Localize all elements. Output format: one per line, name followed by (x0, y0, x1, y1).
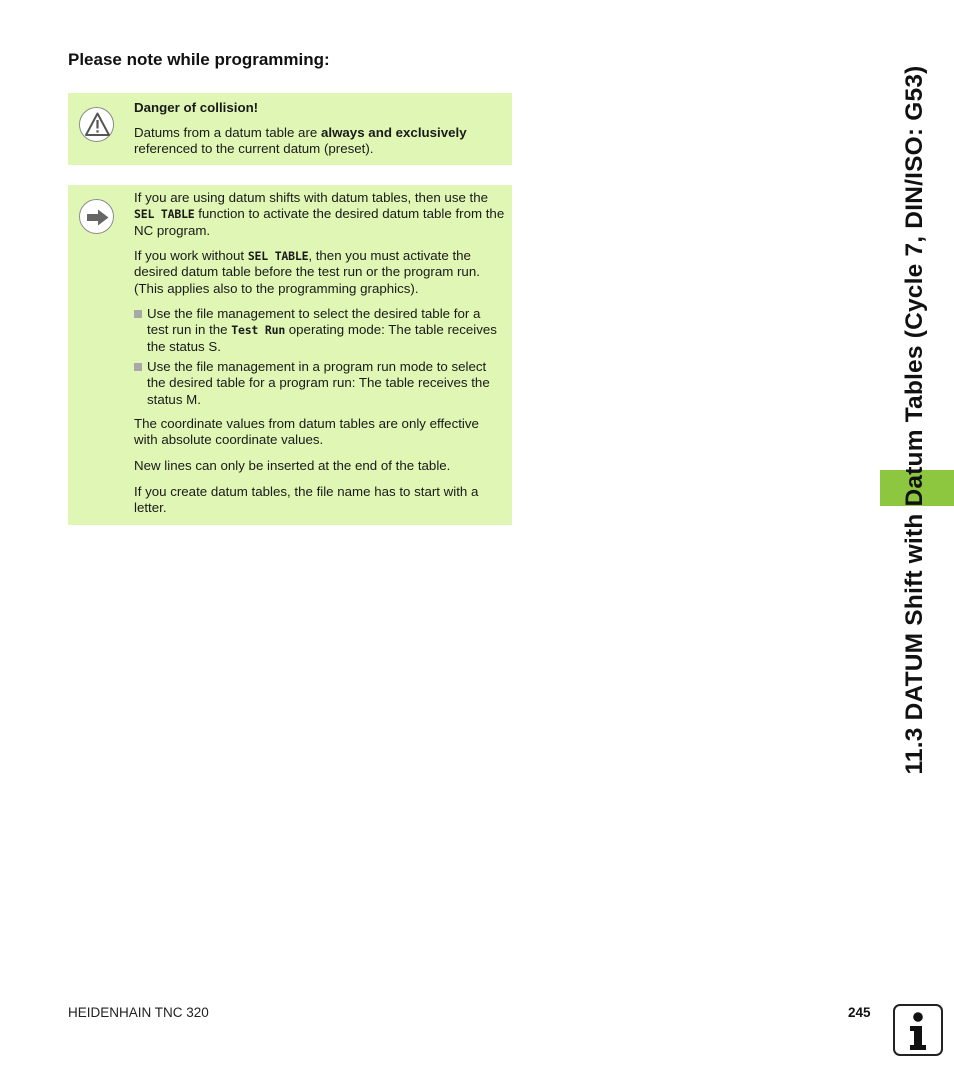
info-icon (893, 1004, 943, 1056)
page-number: 245 (848, 1005, 871, 1020)
product-name: HEIDENHAIN TNC 320 (68, 1005, 209, 1020)
code-sel-table: SEL TABLE (247, 249, 309, 263)
code-test-run: Test Run (231, 323, 286, 338)
paragraph-4: New lines can only be inserted at the end of the table. (134, 458, 451, 473)
code-sel-table: SEL TABLE (134, 207, 195, 222)
paragraph-2: If you work without SEL TABLE, then you must activate the desired datum table before the test run or the program run. (This applies also to the programming graphics). (134, 248, 480, 296)
arrow-right-icon (79, 199, 114, 234)
warning-note (68, 93, 512, 165)
paragraph-3: The coordinate values from datum tables are only effective with absolute coordinate values. (134, 416, 479, 448)
section-heading: Please note while programming: (68, 50, 330, 69)
warning-icon (79, 107, 114, 142)
paragraph-5: If you create datum tables, the file name has to start with a letter. (134, 484, 479, 516)
chapter-title: 11.3 DATUM Shift with Datum Tables (Cycle 7, DIN/ISO: G53) (901, 65, 928, 775)
paragraph-1: If you are using datum shifts with datum tables, then use the SEL TABLE function to activate the desired datum table from the NC program. (134, 190, 505, 238)
warning-title: Danger of collision! (134, 100, 259, 115)
bullet-square-icon (134, 310, 142, 318)
tip-note: If you are using datum shifts with datum tables, then use the SEL TABLE function to activate the desired datum table from the NC program. If you work without SEL TABLE, then you must activate the desired datum table before the test run or the program run. (This applies also to the programming graphics). Use the file management to select the desired table for a test run in the Test Run operating mode: The table receives the status S. Use the file management in a program run mode to select the desired table for a program run: The table receives the status M. The coordinate values from datum tables are only effective with absolute coordinate values. New lines can only be inserted at the end of the table. If you create datum tables, the file name has to start with a letter. (68, 185, 512, 525)
bullet-square-icon (134, 363, 142, 371)
warning-text: Datums from a datum table are always and exclusively referenced to the current datum (preset). (134, 125, 467, 157)
